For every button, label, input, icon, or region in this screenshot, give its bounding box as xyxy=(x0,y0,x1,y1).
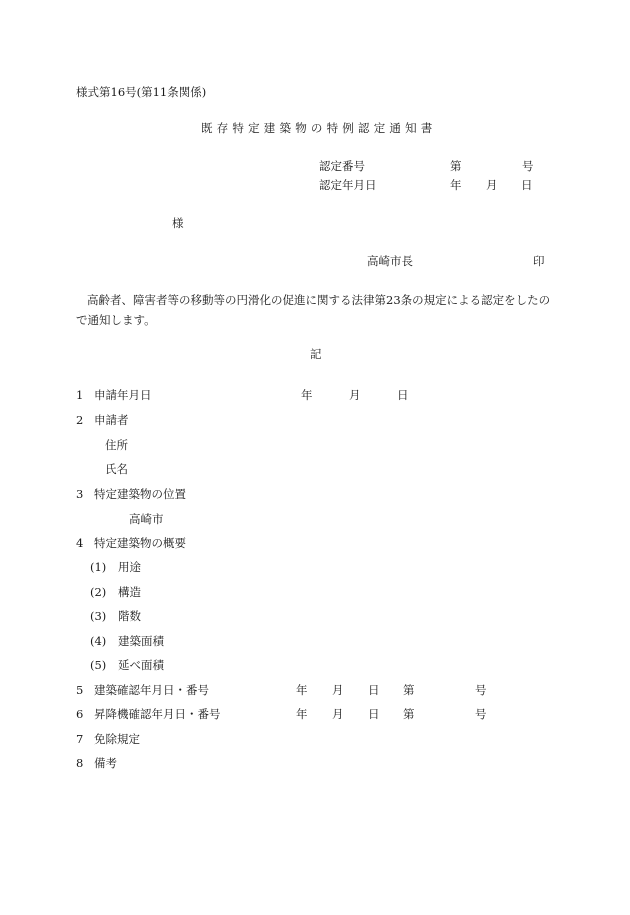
ki-heading: 記 xyxy=(310,347,322,361)
item-5-go: 号 xyxy=(475,683,487,697)
item-2-address: 住所 xyxy=(105,438,128,452)
item-6-number: 6 xyxy=(76,707,84,721)
item-1-number: 1 xyxy=(76,388,84,402)
item-1-label: 申請年月日 xyxy=(94,388,152,402)
item-5-month: 月 xyxy=(332,683,344,697)
item-4-sub-5-number: (5) xyxy=(90,658,107,672)
item-4-number: 4 xyxy=(76,536,84,550)
item-7-label: 免除規定 xyxy=(94,732,140,746)
item-5-label: 建築確認年月日・番号 xyxy=(94,683,209,697)
item-4-sub-4-label: 建築面積 xyxy=(118,634,164,648)
cert-date-label: 認定年月日 xyxy=(319,178,377,192)
item-6-go: 号 xyxy=(475,707,487,721)
cert-number-go: 号 xyxy=(522,159,534,173)
document-title: 既存特定建築物の特例認定通知書 xyxy=(201,121,437,135)
item-4-sub-2-label: 構造 xyxy=(118,585,141,599)
item-2-name: 氏名 xyxy=(105,462,128,476)
item-5-year: 年 xyxy=(296,683,308,697)
item-1-day: 日 xyxy=(397,388,409,402)
issuer-seal: 印 xyxy=(533,254,545,268)
item-8-number: 8 xyxy=(76,756,84,770)
item-4-sub-5-label: 延べ面積 xyxy=(118,658,164,672)
cert-date-day: 日 xyxy=(521,178,533,192)
addressee-suffix: 様 xyxy=(172,216,184,230)
item-1-month: 月 xyxy=(349,388,361,402)
item-2-number: 2 xyxy=(76,413,84,427)
cert-number-label: 認定番号 xyxy=(319,159,365,173)
item-5-number: 5 xyxy=(76,683,84,697)
issuer-name: 高崎市長 xyxy=(367,254,413,268)
item-4-sub-1-number: (1) xyxy=(90,560,107,574)
item-5-day: 日 xyxy=(368,683,380,697)
item-3-number: 3 xyxy=(76,487,84,501)
item-5-dai: 第 xyxy=(403,683,415,697)
item-7-number: 7 xyxy=(76,732,84,746)
form-label: 様式第16号(第11条関係) xyxy=(76,85,207,99)
cert-date-month: 月 xyxy=(486,178,498,192)
item-4-label: 特定建築物の概要 xyxy=(94,536,186,550)
item-6-dai: 第 xyxy=(403,707,415,721)
item-4-sub-3-number: (3) xyxy=(90,609,107,623)
cert-number-dai: 第 xyxy=(450,159,462,173)
item-3-city: 高崎市 xyxy=(129,512,164,526)
item-2-label: 申請者 xyxy=(94,413,129,427)
item-4-sub-3-label: 階数 xyxy=(118,609,141,623)
item-8-label: 備考 xyxy=(94,756,117,770)
body-text: 高齢者、障害者等の移動等の円滑化の促進に関する法律第23条の規定による認定をしたので通知します。 xyxy=(76,293,551,327)
item-4-sub-2-number: (2) xyxy=(90,585,107,599)
cert-date-year: 年 xyxy=(450,178,462,192)
item-6-year: 年 xyxy=(296,707,308,721)
item-6-label: 昇降機確認年月日・番号 xyxy=(94,707,221,721)
item-1-year: 年 xyxy=(301,388,313,402)
item-3-label: 特定建築物の位置 xyxy=(94,487,186,501)
item-4-sub-1-label: 用途 xyxy=(118,560,141,574)
item-6-day: 日 xyxy=(368,707,380,721)
item-6-month: 月 xyxy=(332,707,344,721)
item-4-sub-4-number: (4) xyxy=(90,634,107,648)
